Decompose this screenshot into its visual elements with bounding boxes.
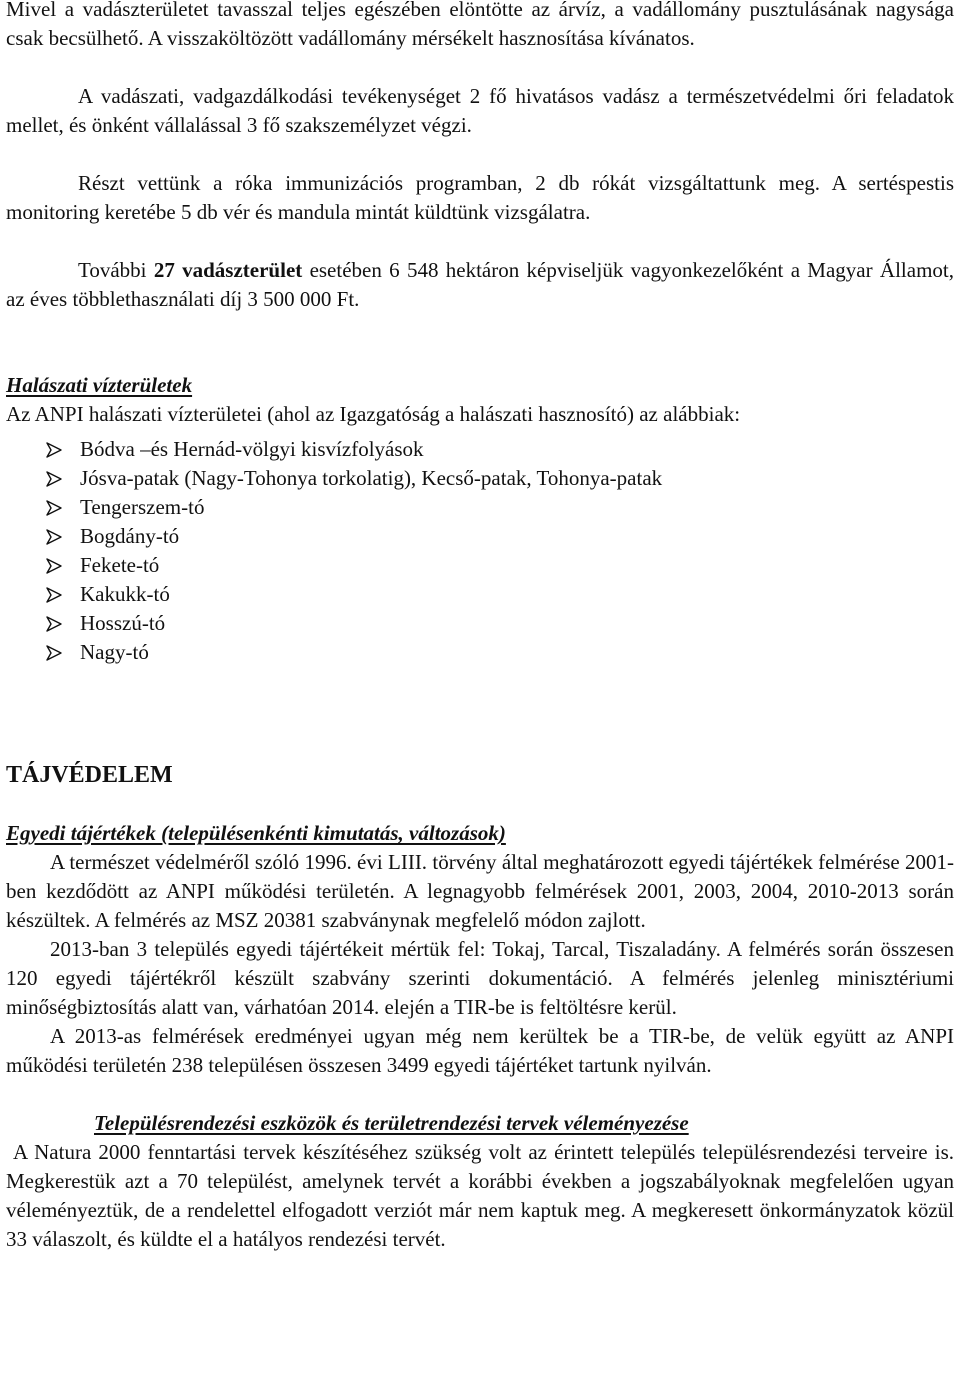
list-item [6, 522, 954, 551]
list-item [6, 609, 954, 638]
paragraph-flood: Mivel a vadászterületet tavasszal teljes egészében elöntötte az árvíz, a vadállomány pusztulásának nagysága csak becsülhető. A visszaköltözött vadállomány mérsékelt hasznosítása kívánatos. [6, 0, 954, 50]
arrow-bullet-icon [46, 522, 68, 551]
paragraph-hunting-areas [6, 256, 954, 314]
arrow-bullet-icon [46, 493, 68, 522]
document-page [6, 0, 954, 1254]
landscape-sub1-heading: Egyedi tájértékek (településenkénti kimutatás, változások) [6, 821, 506, 845]
landscape-sub2-heading-line [6, 1109, 954, 1138]
arrow-bullet-icon [46, 464, 68, 493]
list-item-label: Bódva –és Hernád-völgyi kisvízfolyások [80, 437, 424, 461]
list-item-label: Tengerszem-tó [80, 495, 205, 519]
arrow-bullet-icon [46, 580, 68, 609]
paragraph-fox-immunization: Részt vettünk a róka immunizációs programban, 2 db rókát vizsgáltattunk meg. A sertéspestis monitoring keretébe 5 db vér és mandula mintát küldtünk vizsgálatra. [6, 171, 954, 224]
arrow-bullet-icon [46, 609, 68, 638]
list-item-label: Bogdány-tó [80, 524, 180, 548]
fishing-intro: Az ANPI halászati vízterületei (ahol az Igazgatóság a halászati hasznosító) az alábbiak: [6, 402, 741, 426]
list-item-label: Kakukk-tó [80, 582, 170, 606]
paragraph-2013-survey: 2013-ban 3 település egyedi tájértékeit mértük fel: Tokaj, Tarcal, Tiszaladány. A felmérés során összesen 120 egyedi tájértékről készült szabvány szerinti dokumentáció. A felmérés jelenleg minisztériumi minőségbiztosítás alatt van, várhatóan 2014. elején a TIR-be is feltöltésre kerül. [6, 937, 954, 1019]
list-item [6, 493, 954, 522]
list-item [6, 464, 954, 493]
hunting-areas-text-after: esetében 6 548 hektáron képviseljük vagyonkezelőként a Magyar Államot, az éves többlethasználati díj 3 500 000 Ft. [6, 258, 954, 311]
list-item [6, 435, 954, 464]
arrow-bullet-icon [46, 435, 68, 464]
fishing-heading: Halászati vízterületek [6, 373, 193, 397]
list-item-label: Hosszú-tó [80, 611, 166, 635]
paragraph-survey-results: A 2013-as felmérések eredményei ugyan még nem kerültek be a TIR-be, de velük együtt az ANPI működési területén 238 településen összesen 3499 egyedi tájértéket tartunk nyilván. [6, 1024, 954, 1077]
list-item-label: Fekete-tó [80, 553, 160, 577]
fishing-heading-line [6, 371, 954, 400]
hunting-areas-count: 27 vadászterület [153, 258, 303, 282]
list-item-label: Nagy-tó [80, 640, 149, 664]
hunting-areas-text-before: További [78, 258, 154, 282]
list-item [6, 580, 954, 609]
list-item [6, 551, 954, 580]
fishing-waters-list [6, 435, 954, 667]
list-item [6, 638, 954, 667]
paragraph-landscape-survey: A természet védelméről szóló 1996. évi LIII. törvény által meghatározott egyedi tájértékek felmérése 2001-ben kezdődött az ANPI működési területén. A legnagyobb felmérések 2001, 2003, 2004, 2010-2013 során készültek. A felmérés az MSZ 20381 szabványnak megfelelő módon zajlott. [6, 850, 954, 932]
arrow-bullet-icon [46, 638, 68, 667]
arrow-bullet-icon [46, 551, 68, 580]
landscape-sub2-heading: Településrendezési eszközök és területrendezési tervek véleményezése [94, 1111, 689, 1135]
landscape-sub1-heading-line [6, 819, 954, 848]
paragraph-hunting-staff: A vadászati, vadgazdálkodási tevékenységet 2 fő hivatásos vadász a természetvédelmi őri feladatok mellet, és önként vállalással 3 fő szakszemélyzet végzi. [6, 84, 954, 137]
list-item-label: Jósva-patak (Nagy-Tohonya torkolatig), Kecső-patak, Tohonya-patak [80, 466, 663, 490]
paragraph-natura-2000: A Natura 2000 fenntartási tervek készítéséhez szükség volt az érintett település településrendezési terveire is. Megkerestük azt a 70 települést, amelynek tervét a korábbi években a jogszabályoknak megfelelően ugyan véleményeztük, de a rendelettel elfogadott verziót már nem kaptuk meg. A megkeresett önkormányzatok közül 33 válaszolt, és küldte el a hatályos rendezési tervét. [6, 1140, 954, 1251]
section-title-landscape: TÁJVÉDELEM [6, 762, 173, 788]
